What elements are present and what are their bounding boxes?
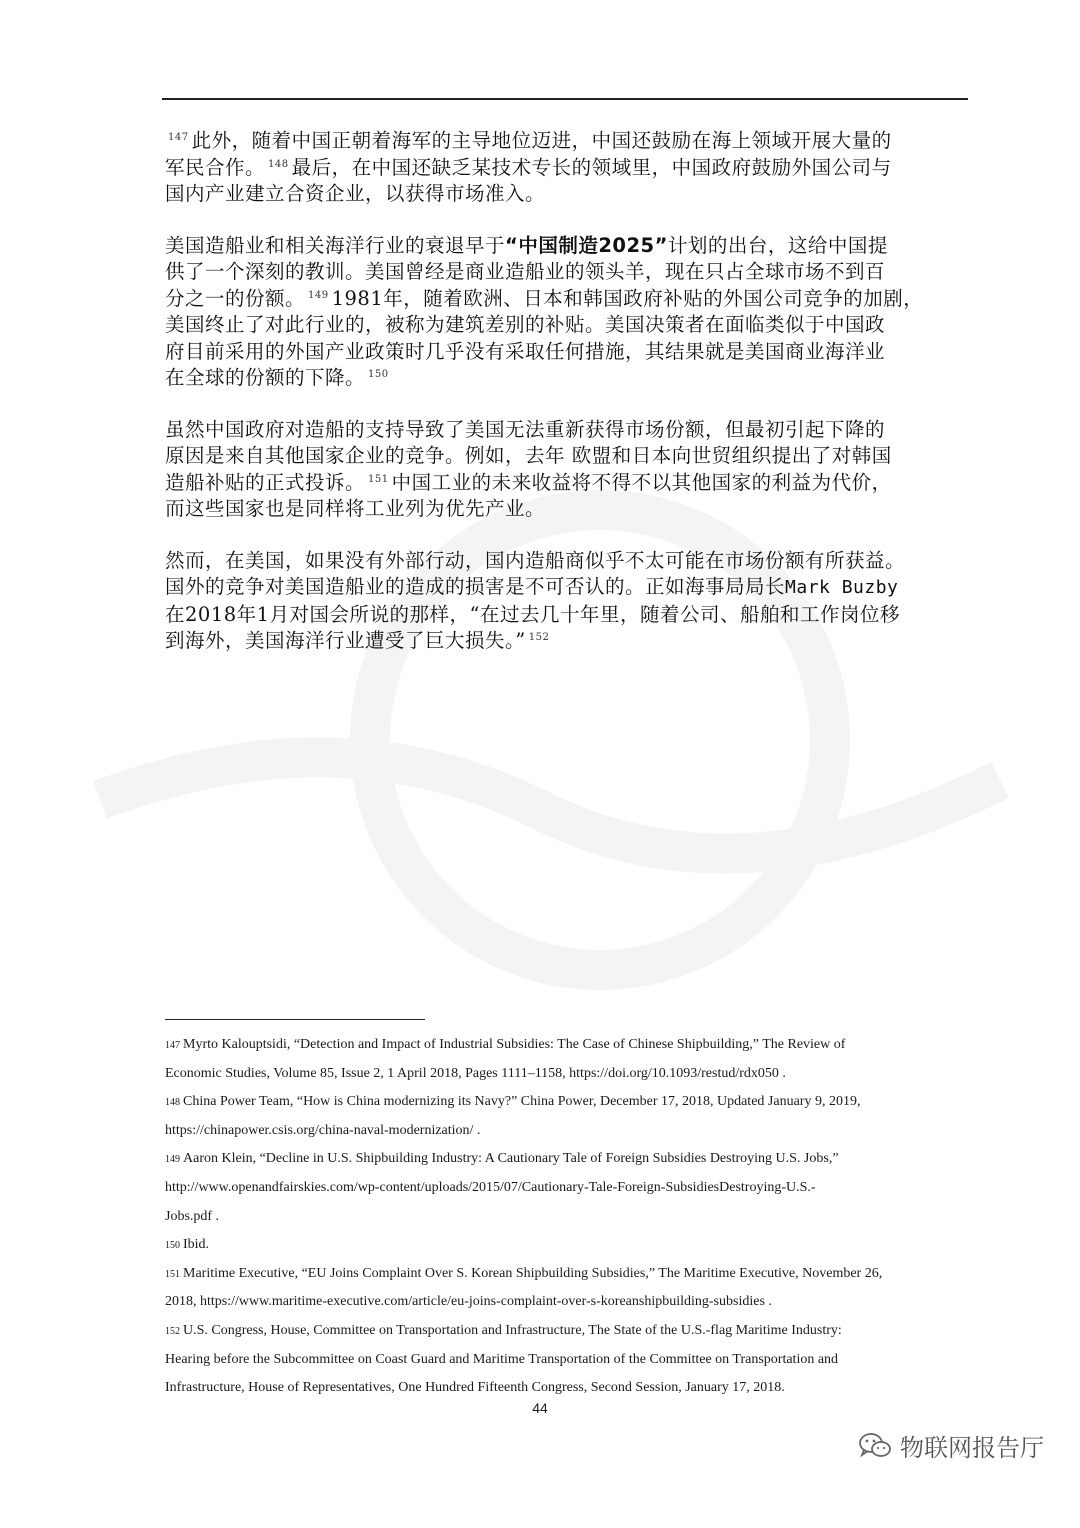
footnote-148: [165, 1088, 965, 1145]
footnote-link[interactable]: Economic Studies, Volume 85, Issue 2, 1 April 2018, Pages 1111–1158, https://doi.org/10.1093/restud/rdx050 .: [165, 1065, 786, 1081]
paragraph-2: [165, 233, 985, 392]
wechat-icon: [858, 1432, 892, 1460]
text-line: 军民合作。: [165, 155, 266, 179]
text-line: 然而，在美国，如果没有外部行动，国内造船商似乎不太可能在市场份额有所获益。: [165, 548, 906, 572]
text-line: 国外的竞争对美国造船业的造成的损害是不可否认的。正如海事局局长: [165, 575, 786, 598]
footnote-text: China Power Team, “How is China modernizing its Navy?” China Power, December 17, 2018, Updated January 9, 2019,: [183, 1094, 861, 1110]
text-line: 美国造船业和相关海洋行业的衰退早于: [165, 233, 506, 257]
footnote-ref[interactable]: 152: [528, 632, 550, 643]
watermark-text: 物联网报告厅: [900, 1434, 1044, 1462]
footnote-text: Aaron Klein, “Decline in U.S. Shipbuilding Industry: A Cautionary Tale of Foreign Subsidies Destroying U.S. Jobs,”: [183, 1151, 839, 1167]
footnote-number: 148: [165, 1097, 180, 1109]
text-line: 供了一个深刻的教训。美国曾经是商业造船业的领头羊，现在只占全球市场不到百: [165, 260, 886, 283]
footnote-number: 147: [165, 1040, 180, 1051]
page-number: 44: [532, 1400, 548, 1416]
body-text: [165, 128, 985, 680]
footnote-number: 151: [165, 1268, 180, 1280]
text-line: 此外，随着中国正朝着海军的主导地位迈进，中国还鼓励在海上领域开展大量的: [191, 129, 892, 152]
footnote-number: 149: [165, 1154, 180, 1166]
footnote-link[interactable]: 2018, https://www.maritime-executive.com/article/eu-joins-complaint-over-s-koreanshipbuilding-subsidies .: [165, 1294, 772, 1310]
footnote-text: Ibid.: [183, 1237, 210, 1253]
text-line: 府目前采用的外国产业政策时几乎没有采取任何措施，其结果就是美国商业海洋业: [165, 339, 886, 363]
footnote-link[interactable]: http://www.openandfairskies.com/wp-content/uploads/2015/07/Cautionary-Tale-Foreign-SubsidiesDestroying-U.S.-: [165, 1179, 816, 1195]
text-line: 而这些国家也是同样将工业列为优先产业。: [165, 497, 546, 520]
text-line: 美国终止了对此行业的，被称为建筑差别的补贴。美国决策者在面临类似于中国政: [165, 313, 886, 336]
footnote-text: U.S. Congress, House, Committee on Transportation and Infrastructure, The State of the U.S.-flag Maritime Industry:: [183, 1322, 842, 1338]
footnotes: [165, 1031, 965, 1403]
footnote-147: [165, 1031, 965, 1088]
person-name: Mark Buzby: [785, 577, 899, 598]
text-line: 在全球的份额的下降。: [165, 366, 366, 389]
text-line: 分之一的份额。: [165, 286, 306, 310]
footnote-text: Hearing before the Subcommittee on Coast Guard and Maritime Transportation of the Committee on Transportation and: [165, 1351, 839, 1367]
footnote-ref[interactable]: 151: [368, 473, 389, 485]
text-line: 1981年，随着欧洲、日本和韩国政府补贴的外国公司竞争的加剧，: [331, 286, 924, 310]
footnote-link[interactable]: Jobs.pdf .: [165, 1208, 220, 1224]
footnote-number: 150: [165, 1240, 180, 1252]
text-line: 中国工业的未来收益将不得不以其他国家的利益为代价，: [391, 470, 892, 494]
footnote-ref[interactable]: 149: [308, 289, 329, 301]
footnote-ref[interactable]: 150: [368, 369, 389, 380]
text-line: 到海外，美国海洋行业遭受了巨大损失。”: [165, 629, 526, 652]
footnote-text: Infrastructure, House of Representatives, One Hundred Fifteenth Congress, Second Session, January 17, 2018.: [165, 1380, 785, 1396]
paragraph-4: [165, 548, 985, 655]
footnote-link[interactable]: https://chinapower.csis.org/china-naval-modernization/ .: [165, 1122, 481, 1138]
text-line: 造船补贴的正式投诉。: [165, 470, 366, 494]
footnote-text: Maritime Executive, “EU Joins Complaint Over S. Korean Shipbuilding Subsidies,” The Maritime Executive, November 26,: [183, 1265, 883, 1281]
footnote-text: Myrto Kalouptsidi, “Detection and Impact of Industrial Subsidies: The Case of Chinese Shipbuilding,” The Review of: [183, 1037, 846, 1052]
text-line: 国内产业建立合资企业，以获得市场准入。: [165, 182, 546, 205]
footnote-152: [165, 1317, 965, 1403]
footnote-ref[interactable]: 148: [268, 158, 289, 170]
paragraph-1: [165, 128, 985, 208]
text-line: 原因是来自其他国家企业的竞争。例如，去年 欧盟和日本向世贸组织提出了对韩国: [165, 444, 892, 467]
paragraph-3: [165, 417, 985, 523]
header-rule: [162, 98, 968, 100]
footnote-149: [165, 1145, 965, 1231]
text-line: 在2018年1月对国会所说的那样，“在过去几十年里，随着公司、船舶和工作岗位移: [165, 602, 901, 626]
footnote-ref[interactable]: 147: [168, 132, 189, 143]
made-in-china-2025-term: “中国制造2025”: [505, 233, 668, 257]
text-line: 最后，在中国还缺乏某技术专长的领域里，中国政府鼓励外国公司与: [291, 155, 892, 179]
text-line: 计划的出台，这给中国提: [667, 233, 888, 257]
footnote-separator: [165, 1019, 425, 1020]
footnote-151: [165, 1260, 965, 1317]
footnote-150: [165, 1231, 965, 1260]
source-watermark: [858, 1428, 1044, 1463]
text-line: 虽然中国政府对造船的支持导致了美国无法重新获得市场份额，但最初引起下降的: [165, 417, 886, 441]
footnote-number: 152: [165, 1325, 180, 1337]
